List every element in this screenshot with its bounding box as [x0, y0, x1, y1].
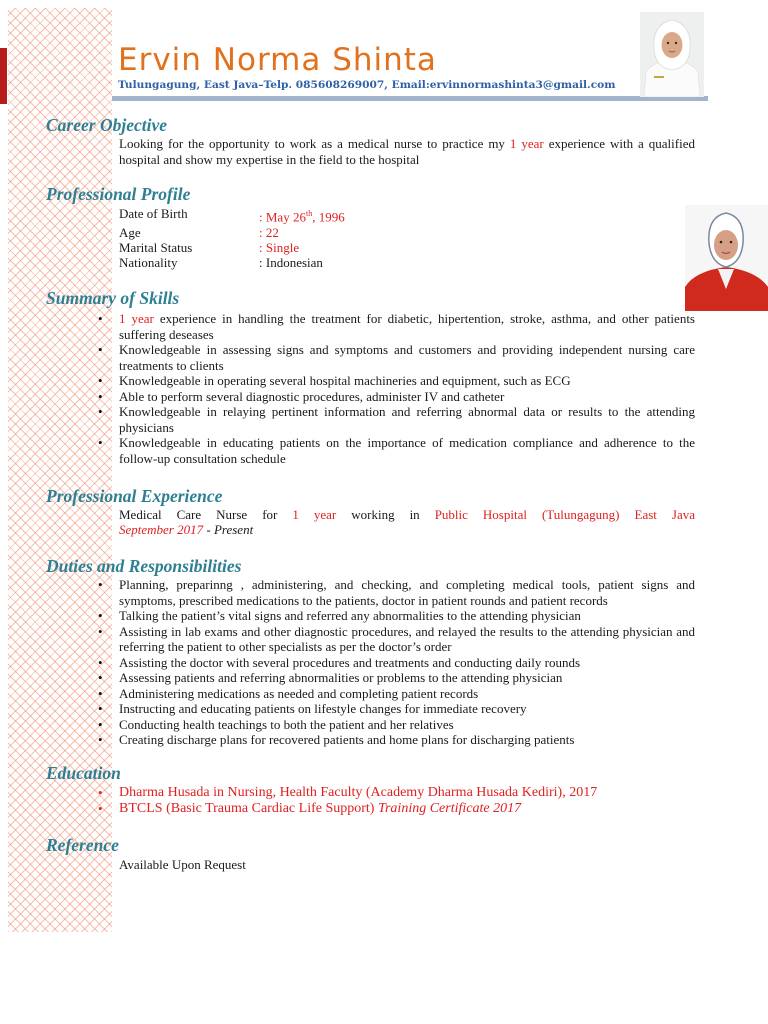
objective-highlight: 1 year — [509, 136, 544, 151]
experience-connector: working in — [336, 507, 435, 522]
certificate-label: Training Certificate 2017 — [377, 801, 522, 816]
experience-start-date: September 2017 — [119, 522, 204, 537]
profile-colon: : — [259, 255, 266, 271]
profile-value — [259, 255, 323, 270]
profile-value — [259, 240, 299, 255]
experience-duration: 1 year — [292, 507, 337, 522]
list-item: • Talking the patient’s vital signs and referred any abnormalities to the attending physician — [119, 608, 695, 624]
objective-text-start: Looking for the opportunity to work as a medical nurse to practice my — [119, 136, 510, 151]
skills-list — [119, 311, 695, 466]
dob-suffix: th — [305, 209, 313, 218]
list-item: • Administering medications as needed and completing patient records — [119, 686, 695, 702]
experience-end-date: - Present — [203, 522, 254, 537]
section-title-education: Education — [46, 763, 121, 783]
list-item: • Conducting health teachings to both the patient and her relatives — [119, 717, 695, 733]
profile-label: Age — [119, 224, 141, 240]
profile-row-age — [119, 225, 345, 240]
marital-status-value: Single — [265, 239, 300, 255]
education-list — [119, 785, 695, 817]
nationality-value: Indonesian — [265, 255, 323, 271]
list-item: • Knowledgeable in assessing signs and symptoms and customers and providing independent nursing care treatments to clients — [119, 342, 695, 373]
profile-value — [259, 206, 345, 225]
list-item: • Dharma Husada in Nursing, Health Faculty (Academy Dharma Husada Kediri), 2017 — [119, 785, 695, 801]
list-item: • Assisting in lab exams and other diagnostic procedures, and relayed the results to the attending physician and referring the patient to other specialists as per the doctor’s order — [119, 624, 695, 655]
accent-bar — [0, 48, 7, 104]
list-item — [119, 801, 695, 817]
list-item: • Assessing patients and referring abnormalities or problems to the attending physician — [119, 670, 695, 686]
profile-colon: : — [259, 239, 266, 255]
list-item: • Instructing and educating patients on lifestyle changes for immediate recovery — [119, 701, 695, 717]
section-title-summary-of-skills: Summary of Skills — [46, 288, 180, 308]
section-title-career-objective: Career Objective — [46, 115, 167, 135]
list-item: • Knowledgeable in operating several hospital machineries and equipment, such as ECG — [119, 373, 695, 389]
list-item: • Able to perform several diagnostic procedures, administer IV and catheter — [119, 389, 695, 405]
age-value: 22 — [265, 224, 279, 240]
reference-text: Available Upon Request — [119, 857, 246, 872]
list-item: • Knowledgeable in educating patients on the importance of medication compliance and adherence to the follow-up consultation schedule — [119, 435, 695, 466]
skill-text: experience in handling the treatment for diabetic, hipertention, stroke, asthma, and other patients suffering deseases — [119, 311, 695, 342]
profile-table — [119, 206, 345, 271]
career-objective-text — [119, 136, 695, 167]
profile-label: Nationality — [119, 255, 178, 271]
profile-colon: : — [259, 209, 266, 225]
certificate-name: BTCLS (Basic Trauma Cardiac Life Support) — [119, 801, 378, 816]
profile-value — [259, 225, 279, 240]
profile-photo-white-uniform — [640, 12, 704, 97]
list-item — [119, 311, 695, 342]
experience-line — [119, 507, 695, 523]
list-item: • Assisting the doctor with several procedures and treatments and conducting daily rounds — [119, 655, 695, 671]
dob-year: , 1996 — [312, 209, 345, 225]
list-item: • Creating discharge plans for recovered patients and home plans for discharging patients — [119, 732, 695, 748]
list-item: • Planning, preparinng , administering, and checking, and completing medical tools, patient signs and symptoms, prescribed medications to the patients, doctor in patient rounds and patient records — [119, 577, 695, 608]
profile-label: Date of Birth — [119, 206, 188, 221]
profile-label: Marital Status — [119, 239, 193, 255]
experience-role: Medical Care Nurse for — [119, 507, 293, 522]
decorative-pattern-sidebar — [8, 8, 112, 932]
skill-highlight: 1 year — [119, 311, 154, 326]
profile-row-nationality — [119, 255, 345, 270]
section-title-professional-experience: Professional Experience — [46, 486, 223, 506]
candidate-name: Ervin Norma Shinta — [118, 42, 437, 78]
header-divider — [112, 96, 708, 101]
profile-colon: : — [259, 224, 266, 240]
profile-row-marital-status — [119, 240, 345, 255]
profile-photo-red-jacket — [685, 205, 768, 311]
experience-period — [119, 522, 695, 538]
list-item: • Knowledgeable in relaying pertinent information and referring abnormal data or results to the attending physicians — [119, 404, 695, 435]
section-title-professional-profile: Professional Profile — [46, 184, 191, 204]
profile-row-dob — [119, 206, 345, 225]
contact-info: Tulungagung, East Java–Telp. 085608269007, Email:ervinnormashinta3@gmail.com — [118, 79, 616, 91]
objective-text-end: experience with a qualified hospital and show my expertise in the field to the hospital — [119, 136, 695, 167]
section-title-reference: Reference — [46, 835, 119, 855]
duties-list — [119, 577, 695, 748]
experience-place: Public Hospital (Tulungagung) East Java — [434, 507, 695, 522]
dob-value: May 26 — [265, 209, 306, 225]
section-title-duties: Duties and Responsibilities — [46, 556, 242, 576]
